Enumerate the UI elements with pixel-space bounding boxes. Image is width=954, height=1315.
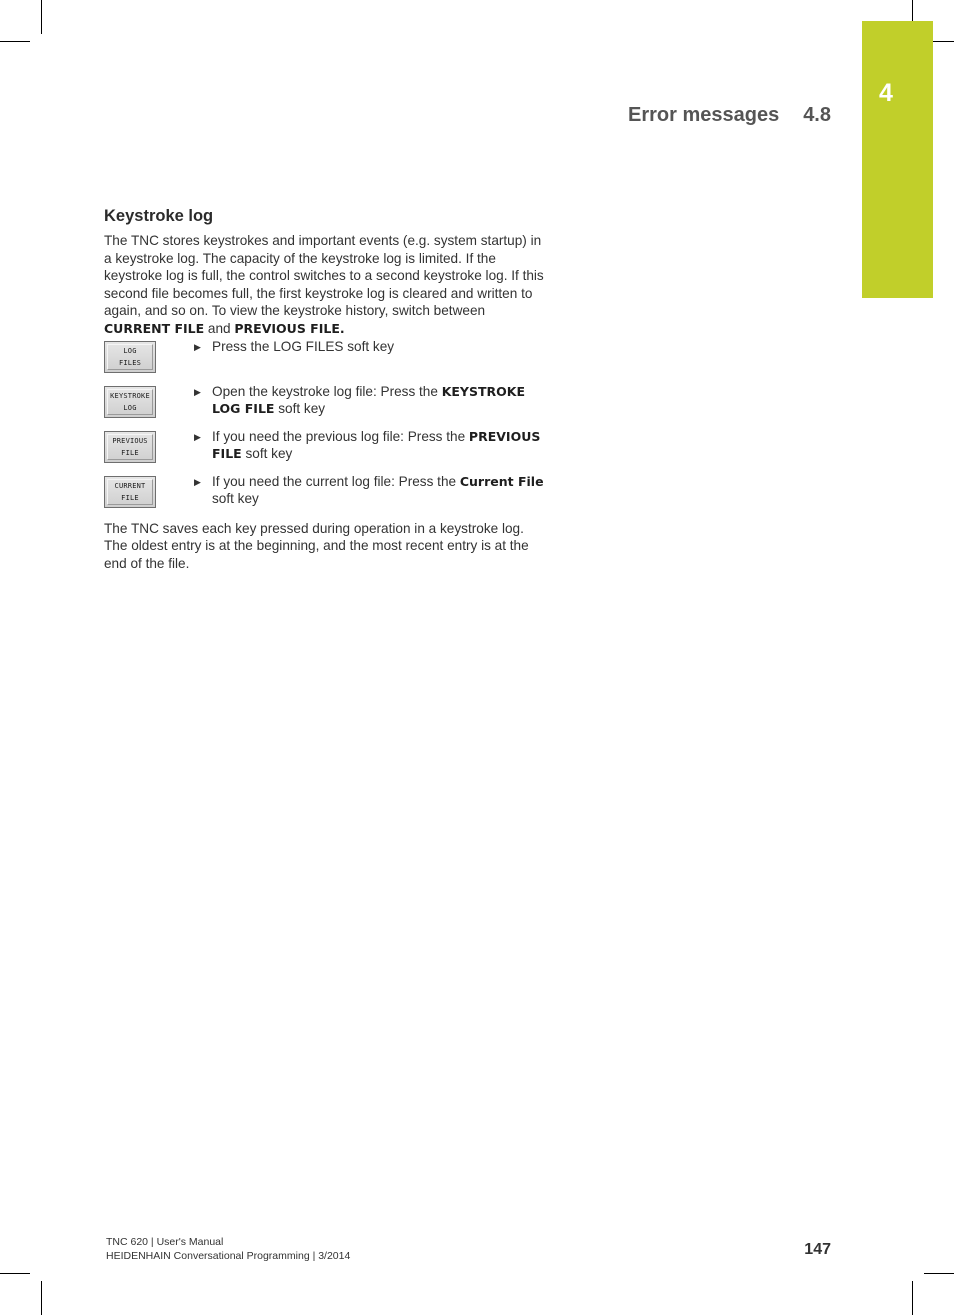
step-keyword: Current File bbox=[459, 473, 544, 489]
softkey-label: FILE bbox=[121, 448, 139, 457]
step-text bbox=[212, 338, 546, 356]
running-header-title: Error messages bbox=[627, 104, 780, 126]
intro-keyword-previous-file: PREVIOUS FILE. bbox=[234, 320, 345, 336]
crop-mark bbox=[41, 0, 42, 34]
step-text bbox=[212, 428, 546, 463]
running-header-section: 4.8 bbox=[803, 104, 831, 126]
chapter-number: 4 bbox=[879, 79, 893, 107]
softkey-label: FILE bbox=[121, 493, 139, 502]
triangle-bullet-icon: ▶ bbox=[194, 431, 201, 442]
step-keyword: PREVIOUS FILE bbox=[212, 428, 541, 462]
footer-manual-title: TNC 620 | User's Manual bbox=[106, 1236, 224, 1248]
softkey-label: LOG bbox=[123, 346, 137, 355]
step-item bbox=[104, 473, 546, 518]
step-text-before: If you need the current log file: Press the bbox=[212, 473, 460, 489]
softkey-previous-file[interactable] bbox=[104, 431, 156, 463]
step-list bbox=[104, 338, 546, 518]
step-text-before: Press the LOG FILES soft key bbox=[212, 338, 395, 354]
step-text-after: soft key bbox=[241, 446, 293, 462]
footer-edition: HEIDENHAIN Conversational Programming | 3/2014 bbox=[106, 1250, 351, 1262]
step-item bbox=[104, 383, 546, 428]
intro-paragraph bbox=[104, 232, 546, 338]
crop-mark bbox=[0, 41, 30, 42]
crop-mark bbox=[924, 1273, 954, 1274]
step-keyword: KEYSTROKE LOG FILE bbox=[212, 383, 525, 417]
page-number: 147 bbox=[804, 1241, 831, 1258]
crop-mark bbox=[912, 1281, 913, 1315]
intro-keyword-current-file: CURRENT FILE bbox=[104, 320, 205, 336]
step-text-before: Open the keystroke log file: Press the bbox=[212, 383, 442, 399]
step-text-after: soft key bbox=[212, 491, 259, 507]
softkey-keystroke-log[interactable] bbox=[104, 386, 156, 418]
crop-mark bbox=[0, 1273, 30, 1274]
triangle-bullet-icon: ▶ bbox=[194, 386, 201, 397]
crop-mark bbox=[41, 1281, 42, 1315]
step-text bbox=[212, 383, 546, 418]
step-item bbox=[104, 338, 546, 383]
softkey-label: LOG bbox=[123, 403, 137, 412]
step-text-before: If you need the previous log file: Press the bbox=[212, 428, 469, 444]
step-text-after: soft key bbox=[274, 401, 326, 417]
main-content bbox=[104, 206, 546, 572]
section-heading: Keystroke log bbox=[104, 207, 214, 225]
softkey-current-file[interactable] bbox=[104, 476, 156, 508]
softkey-log-files[interactable] bbox=[104, 341, 156, 373]
intro-text: The TNC stores keystrokes and important events (e.g. system startup) in a keystroke log. The capacity of the keystroke log is limited. If the keystroke log is full, the control switches to a second keystroke log. If this second file becomes full, the first keystroke log is cleared and written to again, and so on. To view the keystroke history, switch between bbox=[104, 233, 544, 319]
softkey-label: CURRENT bbox=[114, 481, 146, 490]
triangle-bullet-icon: ▶ bbox=[194, 341, 201, 352]
softkey-label: FILES bbox=[118, 358, 142, 367]
step-item bbox=[104, 428, 546, 473]
triangle-bullet-icon: ▶ bbox=[194, 476, 201, 487]
step-text bbox=[212, 473, 546, 508]
closing-paragraph: The TNC saves each key pressed during operation in a keystroke log. The oldest entry is at the beginning, and the most recent entry is at the end of the file. bbox=[104, 520, 529, 571]
running-header bbox=[628, 104, 831, 127]
footer bbox=[106, 1235, 350, 1263]
softkey-label: PREVIOUS bbox=[112, 436, 148, 445]
chapter-tab bbox=[862, 21, 933, 298]
intro-mid: and bbox=[204, 320, 235, 336]
softkey-label: KEYSTROKE bbox=[110, 391, 150, 400]
